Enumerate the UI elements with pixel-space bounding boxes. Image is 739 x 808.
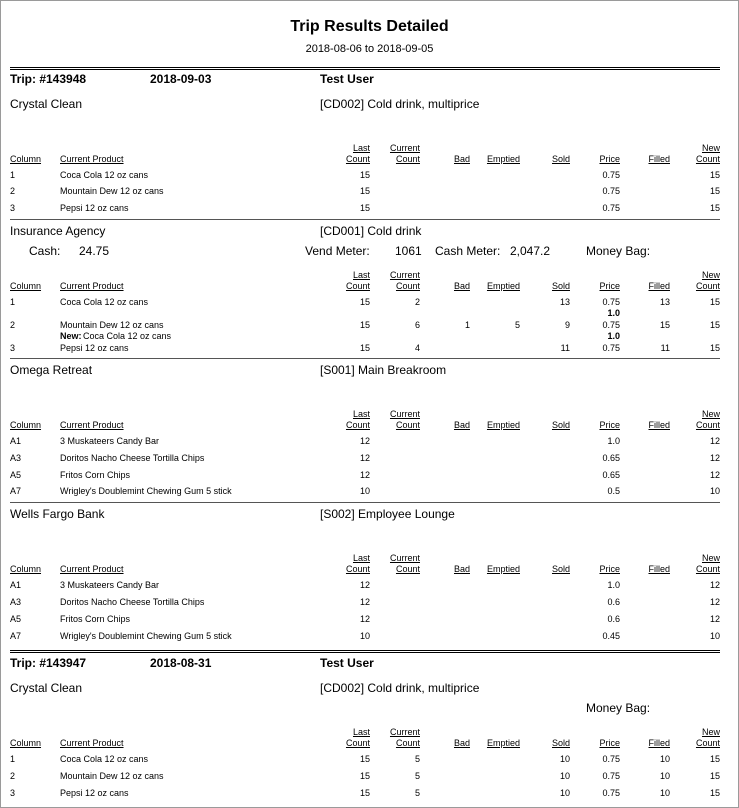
header-current-product: Current Product bbox=[60, 281, 124, 291]
money-bag-label: Money Bag: bbox=[586, 244, 651, 258]
cell-new: 15 bbox=[709, 297, 720, 307]
machine-name: [CD001] Cold drink bbox=[320, 224, 422, 238]
header-emptied: Emptied bbox=[486, 154, 520, 164]
header-new-count: Count bbox=[695, 420, 720, 430]
cell-new: 12 bbox=[709, 470, 720, 480]
cell-column: 1 bbox=[10, 170, 16, 180]
header-current-count: Current bbox=[389, 143, 420, 153]
location-divider bbox=[10, 219, 720, 220]
cell-emptied: 5 bbox=[514, 320, 520, 330]
header-last-count: Count bbox=[345, 564, 370, 574]
money-bag-label: Money Bag: bbox=[586, 701, 651, 715]
cell-new: 12 bbox=[709, 580, 720, 590]
cell-new: 12 bbox=[709, 597, 720, 607]
cell-column: 3 bbox=[10, 788, 16, 798]
header-current-product: Current Product bbox=[60, 738, 124, 748]
header-bad: Bad bbox=[453, 281, 470, 291]
cell-sold: 9 bbox=[564, 320, 570, 330]
cell-column: 2 bbox=[10, 320, 16, 330]
cell-column: A3 bbox=[10, 453, 22, 463]
cell-last: 15 bbox=[359, 186, 370, 196]
header-current-count: Count bbox=[395, 738, 420, 748]
cell-last: 12 bbox=[359, 470, 370, 480]
header-new-count: Count bbox=[695, 738, 720, 748]
cell-last: 12 bbox=[359, 580, 370, 590]
report-date-range: 2018-08-06 to 2018-09-05 bbox=[305, 43, 434, 55]
cell-new: 15 bbox=[709, 203, 720, 213]
cell-filled: 10 bbox=[659, 788, 670, 798]
cell-last: 15 bbox=[359, 788, 370, 798]
cell-curr: 6 bbox=[414, 320, 420, 330]
cell-column: A1 bbox=[10, 436, 22, 446]
cell-product: Doritos Nacho Cheese Tortilla Chips bbox=[60, 597, 205, 607]
cell-last: 12 bbox=[359, 436, 370, 446]
cell-last: 15 bbox=[359, 754, 370, 764]
cell-column: 3 bbox=[10, 343, 16, 353]
cell-column: 1 bbox=[10, 754, 16, 764]
new-product: Coca Cola 12 oz cans bbox=[83, 331, 172, 341]
header-new-count: Count bbox=[695, 281, 720, 291]
header-sold: Sold bbox=[551, 738, 570, 748]
cell-column: 2 bbox=[10, 771, 16, 781]
cell-product: 3 Muskateers Candy Bar bbox=[60, 580, 160, 590]
trip-divider bbox=[10, 67, 720, 70]
header-current-product: Current Product bbox=[60, 564, 124, 574]
cell-price: 0.6 bbox=[607, 614, 620, 624]
location-divider bbox=[10, 358, 720, 359]
header-column: Column bbox=[10, 154, 42, 164]
cell-last: 12 bbox=[359, 453, 370, 463]
cell-new: 12 bbox=[709, 614, 720, 624]
header-filled: Filled bbox=[648, 564, 670, 574]
cell-last: 15 bbox=[359, 343, 370, 353]
header-column: Column bbox=[10, 281, 42, 291]
cell-new: 15 bbox=[709, 788, 720, 798]
cell-new: 15 bbox=[709, 343, 720, 353]
price-new: 1.0 bbox=[607, 308, 620, 318]
cell-last: 15 bbox=[359, 170, 370, 180]
header-emptied: Emptied bbox=[486, 564, 520, 574]
header-last-count: Count bbox=[345, 420, 370, 430]
cell-filled: 15 bbox=[659, 320, 670, 330]
header-current-count: Current bbox=[389, 553, 420, 563]
cell-new: 12 bbox=[709, 453, 720, 463]
cell-price: 0.75 bbox=[602, 297, 620, 307]
cell-curr: 2 bbox=[414, 297, 420, 307]
header-current-count: Current bbox=[389, 727, 420, 737]
cell-product: Pepsi 12 oz cans bbox=[60, 203, 129, 213]
header-sold: Sold bbox=[551, 564, 570, 574]
header-filled: Filled bbox=[648, 281, 670, 291]
cell-last: 12 bbox=[359, 597, 370, 607]
cell-column: A1 bbox=[10, 580, 22, 590]
cash-label: Cash: bbox=[29, 244, 61, 258]
cash-value: 24.75 bbox=[79, 244, 110, 258]
cell-price: 0.75 bbox=[602, 170, 620, 180]
header-sold: Sold bbox=[551, 420, 570, 430]
cell-product: 3 Muskateers Candy Bar bbox=[60, 436, 160, 446]
cell-last: 15 bbox=[359, 771, 370, 781]
cell-product: Coca Cola 12 oz cans bbox=[60, 754, 149, 764]
header-current-count: Count bbox=[395, 281, 420, 291]
cell-new: 10 bbox=[709, 631, 720, 641]
header-price: Price bbox=[599, 281, 620, 291]
header-column: Column bbox=[10, 564, 42, 574]
header-emptied: Emptied bbox=[486, 420, 520, 430]
cell-column: A5 bbox=[10, 614, 22, 624]
cell-price: 0.75 bbox=[602, 203, 620, 213]
cell-new: 15 bbox=[709, 170, 720, 180]
cell-filled: 13 bbox=[659, 297, 670, 307]
header-new-count: New bbox=[701, 409, 720, 419]
cell-last: 15 bbox=[359, 320, 370, 330]
cell-product: Doritos Nacho Cheese Tortilla Chips bbox=[60, 453, 205, 463]
header-sold: Sold bbox=[551, 154, 570, 164]
header-column: Column bbox=[10, 420, 42, 430]
header-sold: Sold bbox=[551, 281, 570, 291]
header-filled: Filled bbox=[648, 154, 670, 164]
cell-column: 1 bbox=[10, 297, 16, 307]
header-bad: Bad bbox=[453, 738, 470, 748]
cell-product: Coca Cola 12 oz cans bbox=[60, 170, 149, 180]
cell-product: Wrigley's Doublemint Chewing Gum 5 stick bbox=[60, 486, 232, 496]
cell-sold: 10 bbox=[559, 754, 570, 764]
vend-meter-value: 1061 bbox=[395, 244, 422, 258]
cell-last: 15 bbox=[359, 297, 370, 307]
header-last-count: Last bbox=[352, 553, 370, 563]
cell-product: Fritos Corn Chips bbox=[60, 470, 131, 480]
cell-sold: 11 bbox=[560, 343, 570, 353]
trip-user: Test User bbox=[320, 656, 374, 670]
cell-price: 0.75 bbox=[602, 186, 620, 196]
machine-name: [S002] Employee Lounge bbox=[320, 507, 455, 521]
cell-product: Mountain Dew 12 oz cans bbox=[60, 186, 164, 196]
location-name: Wells Fargo Bank bbox=[10, 507, 105, 521]
header-last-count: Last bbox=[352, 409, 370, 419]
cell-curr: 5 bbox=[414, 771, 420, 781]
cell-price: 0.75 bbox=[602, 771, 620, 781]
cell-column: A5 bbox=[10, 470, 22, 480]
cell-price: 0.75 bbox=[602, 754, 620, 764]
cell-sold: 10 bbox=[559, 788, 570, 798]
header-current-count: Count bbox=[395, 564, 420, 574]
cell-price: 0.45 bbox=[602, 631, 620, 641]
cell-new: 15 bbox=[709, 320, 720, 330]
cell-new: 10 bbox=[709, 486, 720, 496]
trip-divider bbox=[10, 650, 720, 653]
cell-new: 15 bbox=[709, 754, 720, 764]
header-bad: Bad bbox=[453, 154, 470, 164]
header-current-count: Count bbox=[395, 420, 420, 430]
cash-meter-value: 2,047.2 bbox=[510, 244, 551, 258]
cell-price: 0.6 bbox=[607, 597, 620, 607]
header-current-count: Count bbox=[395, 154, 420, 164]
price-new: 1.0 bbox=[607, 331, 620, 341]
machine-name: [CD002] Cold drink, multiprice bbox=[320, 97, 480, 111]
header-current-count: Current bbox=[389, 270, 420, 280]
location-divider bbox=[10, 502, 720, 503]
cell-product: Pepsi 12 oz cans bbox=[60, 343, 129, 353]
trip-number: Trip: #143947 bbox=[10, 656, 87, 670]
cell-price: 1.0 bbox=[607, 436, 620, 446]
location-name: Crystal Clean bbox=[10, 97, 83, 111]
cell-sold: 13 bbox=[559, 297, 570, 307]
machine-name: [S001] Main Breakroom bbox=[320, 363, 447, 377]
header-emptied: Emptied bbox=[486, 281, 520, 291]
header-new-count: New bbox=[701, 553, 720, 563]
machine-name: [CD002] Cold drink, multiprice bbox=[320, 681, 480, 695]
cell-new: 12 bbox=[709, 436, 720, 446]
cell-last: 12 bbox=[359, 614, 370, 624]
header-new-count: Count bbox=[695, 154, 720, 164]
cell-curr: 5 bbox=[414, 754, 420, 764]
cell-price: 0.65 bbox=[602, 453, 620, 463]
new-label: New: bbox=[60, 331, 82, 341]
header-price: Price bbox=[599, 738, 620, 748]
header-last-count: Count bbox=[345, 281, 370, 291]
header-last-count: Count bbox=[345, 738, 370, 748]
header-price: Price bbox=[599, 154, 620, 164]
header-current-product: Current Product bbox=[60, 420, 124, 430]
cell-last: 10 bbox=[359, 631, 370, 641]
cell-new: 15 bbox=[709, 771, 720, 781]
header-new-count: Count bbox=[695, 564, 720, 574]
cell-price: 0.75 bbox=[602, 320, 620, 330]
cell-column: 3 bbox=[10, 203, 16, 213]
cell-product: Mountain Dew 12 oz cans bbox=[60, 771, 164, 781]
header-current-product: Current Product bbox=[60, 154, 124, 164]
cell-filled: 10 bbox=[659, 771, 670, 781]
header-bad: Bad bbox=[453, 420, 470, 430]
cell-bad: 1 bbox=[464, 320, 470, 330]
trip-date: 2018-08-31 bbox=[150, 656, 212, 670]
cell-price: 0.65 bbox=[602, 470, 620, 480]
header-last-count: Last bbox=[352, 727, 370, 737]
cell-price: 0.75 bbox=[602, 788, 620, 798]
location-name: Crystal Clean bbox=[10, 681, 83, 695]
cell-last: 10 bbox=[359, 486, 370, 496]
cell-product: Wrigley's Doublemint Chewing Gum 5 stick bbox=[60, 631, 232, 641]
location-name: Insurance Agency bbox=[10, 224, 106, 238]
cell-column: A7 bbox=[10, 486, 22, 496]
header-filled: Filled bbox=[648, 420, 670, 430]
header-new-count: New bbox=[701, 727, 720, 737]
cell-column: A3 bbox=[10, 597, 22, 607]
cell-curr: 4 bbox=[414, 343, 420, 353]
cell-price: 0.5 bbox=[607, 486, 620, 496]
vend-meter-label: Vend Meter: bbox=[305, 244, 370, 258]
trip-number: Trip: #143948 bbox=[10, 72, 87, 86]
cell-curr: 5 bbox=[414, 788, 420, 798]
cell-product: Mountain Dew 12 oz cans bbox=[60, 320, 164, 330]
cell-filled: 10 bbox=[659, 754, 670, 764]
cell-sold: 10 bbox=[559, 771, 570, 781]
header-last-count: Count bbox=[345, 154, 370, 164]
trip-date: 2018-09-03 bbox=[150, 72, 212, 86]
header-bad: Bad bbox=[453, 564, 470, 574]
header-price: Price bbox=[599, 564, 620, 574]
header-new-count: New bbox=[701, 270, 720, 280]
header-current-count: Current bbox=[389, 409, 420, 419]
header-last-count: Last bbox=[352, 143, 370, 153]
trip-user: Test User bbox=[320, 72, 374, 86]
header-new-count: New bbox=[701, 143, 720, 153]
cell-price: 0.75 bbox=[602, 343, 620, 353]
cell-new: 15 bbox=[709, 186, 720, 196]
header-last-count: Last bbox=[352, 270, 370, 280]
header-filled: Filled bbox=[648, 738, 670, 748]
header-price: Price bbox=[599, 420, 620, 430]
cell-column: 2 bbox=[10, 186, 16, 196]
report-title: Trip Results Detailed bbox=[290, 18, 449, 35]
header-column: Column bbox=[10, 738, 42, 748]
cash-meter-label: Cash Meter: bbox=[435, 244, 501, 258]
cell-product: Pepsi 12 oz cans bbox=[60, 788, 129, 798]
cell-filled: 11 bbox=[660, 343, 670, 353]
cell-product: Coca Cola 12 oz cans bbox=[60, 297, 149, 307]
cell-product: Fritos Corn Chips bbox=[60, 614, 131, 624]
cell-last: 15 bbox=[359, 203, 370, 213]
cell-price: 1.0 bbox=[607, 580, 620, 590]
cell-column: A7 bbox=[10, 631, 22, 641]
location-name: Omega Retreat bbox=[10, 363, 93, 377]
header-emptied: Emptied bbox=[486, 738, 520, 748]
